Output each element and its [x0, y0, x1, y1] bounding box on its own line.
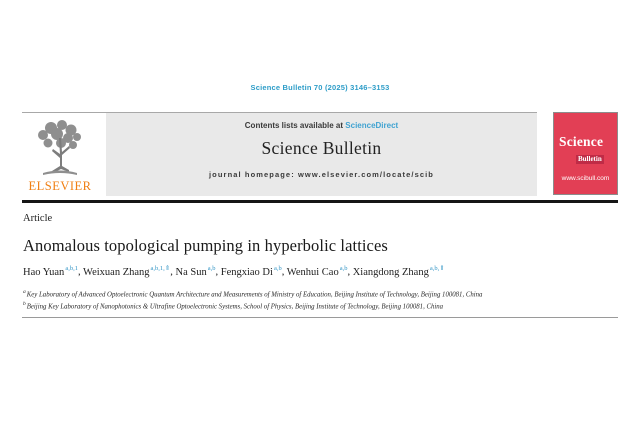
affiliation-marker: a: [23, 289, 26, 295]
affiliation-list: [23, 288, 617, 312]
author-separator: ,: [170, 266, 176, 278]
contents-line: [106, 121, 537, 130]
elsevier-wordmark: ELSEVIER: [28, 179, 92, 193]
elsevier-logo[interactable]: [24, 118, 96, 196]
author-affiliation-sup: a,b,1: [65, 265, 78, 272]
author: Fengxiao Di$^{a,b}$: [220, 265, 282, 278]
author-separator: ,: [77, 266, 84, 278]
author: Weixuan Zhang$^{a,b,1,⇑}$: [83, 265, 171, 278]
author-affiliation-sup: a,b: [339, 265, 348, 272]
author: Xiangdong Zhang$^{a,b,⇑}$: [352, 265, 445, 278]
contents-prefix-label: Contents lists available at: [244, 121, 344, 130]
header-bottom-rule: [22, 200, 618, 203]
homepage-prefix-label: journal homepage:: [209, 170, 298, 179]
homepage-line: [106, 170, 537, 179]
journal-header-box: [106, 113, 537, 196]
sciencedirect-link[interactable]: ScienceDirect: [345, 121, 399, 130]
article-type-label: Article: [23, 213, 53, 224]
author-affiliation-sup: a,b: [273, 265, 282, 272]
affiliation-text: Beijing Key Laboratory of Nanophotonics & Ultrafine Optoelectronic Systems, School of Physics, Beijing Institute of Technology, Beijing 100081, China: [26, 303, 444, 311]
affiliation-marker: b: [23, 300, 26, 307]
author-affiliation-sup: a,b,1,⇑: [150, 265, 171, 272]
author-affiliation-sup: a,b,⇑: [429, 265, 445, 272]
cover-title-bulletin-badge: Bulletin: [578, 155, 602, 163]
section-divider-rule: [22, 317, 618, 318]
author-list: [23, 264, 617, 278]
elsevier-tree-icon: [24, 118, 96, 178]
affiliation-item: [23, 300, 617, 312]
affiliation-text: Key Laboratory of Advanced Optoelectronic Quantum Architecture and Measurements of Ministry of Education, Beijing Institute of Technology, Beijing 100081, China: [26, 291, 483, 299]
author: Hao Yuan$^{a,b,1}$: [23, 265, 78, 278]
cover-url: www.scibull.com: [561, 175, 610, 182]
cover-title-science: Science: [559, 134, 604, 149]
author-separator: ,: [215, 266, 221, 278]
author-affiliation-sup: a,b: [207, 265, 216, 272]
author-separator: ,: [347, 266, 353, 278]
author-separator: ,: [281, 266, 287, 278]
homepage-url-link[interactable]: www.elsevier.com/locate/scib: [297, 170, 434, 179]
author: Wenhui Cao$^{a,b}$: [286, 265, 348, 278]
citation-line[interactable]: Science Bulletin 70 (2025) 3146–3153: [250, 83, 390, 92]
affiliation-item: [23, 288, 617, 300]
journal-title: Science Bulletin: [261, 138, 382, 158]
journal-cover-thumbnail[interactable]: [553, 112, 618, 195]
author: Na Sun$^{a,b}$: [175, 265, 216, 278]
article-title: Anomalous topological pumping in hyperbolic lattices: [23, 236, 388, 255]
